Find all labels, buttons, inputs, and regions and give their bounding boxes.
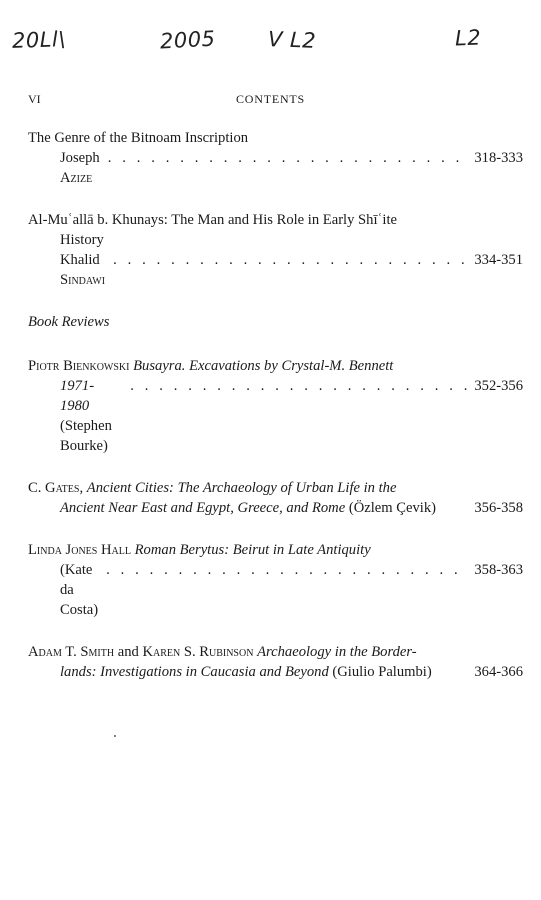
entry-author xyxy=(60,250,105,290)
entry-author-row xyxy=(28,250,523,290)
review-title-cont: Ancient Near East and Egypt, Greece, and Rome xyxy=(60,500,346,516)
review-title: Ancient Cities: The Archaeology of Urban Life in the xyxy=(86,480,397,496)
review-author: C. Gates, xyxy=(28,480,84,496)
review-pages: 364-366 xyxy=(474,664,523,680)
review-hall xyxy=(28,540,523,620)
review-line-1 xyxy=(28,642,523,662)
review-pages: 352-356 xyxy=(474,378,523,394)
reviewer: (Özlem Çevik) xyxy=(348,500,436,516)
entry-pages: 334-351 xyxy=(474,252,523,268)
running-title: CONTENTS xyxy=(235,92,306,106)
review-pages: 356-358 xyxy=(474,500,523,516)
review-detail xyxy=(60,376,122,456)
reviewer: (Kate da Costa) xyxy=(60,562,99,618)
review-line-1 xyxy=(28,540,523,560)
review-line-2 xyxy=(28,560,523,620)
review-title: Roman Berytus: Beirut in Late Antiquity xyxy=(134,542,371,558)
review-line-2 xyxy=(28,662,523,682)
review-line-1 xyxy=(28,356,523,376)
section-heading: Book Reviews xyxy=(28,314,110,330)
review-smith-rubinson xyxy=(28,642,523,682)
stray-mark xyxy=(114,735,116,737)
review-author: Linda Jones Hall xyxy=(28,542,131,558)
toc-entry-bitnoam xyxy=(28,128,523,188)
handwritten-note-1: 20Ll\ xyxy=(11,27,67,53)
dot-leader xyxy=(98,560,467,580)
review-bienkowski xyxy=(28,356,523,456)
review-author-2: Karen S. Rubinson xyxy=(142,644,254,660)
dot-leader xyxy=(105,250,467,270)
entry-title: Al-Muʿallā b. Khunays: The Man and His Role in Early Shīʿite xyxy=(28,212,397,228)
review-gates xyxy=(28,478,523,518)
review-title-cont: lands: Investigations in Caucasia and Beyond xyxy=(60,664,329,680)
review-title-cont: 1971-1980 xyxy=(60,378,95,414)
page-folio: VI xyxy=(28,92,41,106)
author-last-name: Azize xyxy=(60,170,93,186)
toc-entry-khunays xyxy=(28,210,523,290)
dot-leader xyxy=(122,376,467,396)
review-title: Archaeology in the Border- xyxy=(257,644,417,660)
running-head xyxy=(0,92,541,110)
review-detail xyxy=(60,498,436,518)
entry-pages: 318-333 xyxy=(474,150,523,166)
review-line-2 xyxy=(28,498,523,518)
entry-title-cont: History xyxy=(60,232,104,248)
dot-leader xyxy=(100,148,467,168)
entry-author xyxy=(60,148,100,188)
reviewer: (Giulio Palumbi) xyxy=(332,664,432,680)
reviewer: (Stephen Bourke) xyxy=(60,418,112,454)
review-author: Piotr Bienkowski xyxy=(28,358,130,374)
review-detail xyxy=(60,662,432,682)
review-pages: 358-363 xyxy=(474,562,523,578)
review-author-conj: and xyxy=(114,644,143,660)
review-author-1: Adam T. Smith xyxy=(28,644,115,660)
handwritten-note-2: 2005 xyxy=(159,26,217,54)
author-first-name: Joseph xyxy=(60,150,100,166)
review-line-2 xyxy=(28,376,523,456)
handwritten-note-3: V L2 xyxy=(267,27,317,53)
review-line-1 xyxy=(28,478,523,498)
author-last-name: Sindawi xyxy=(60,272,106,288)
table-of-contents xyxy=(28,128,523,704)
review-title: Busayra. Excavations by Crystal-M. Bennett xyxy=(133,358,394,374)
handwritten-note-4: L2 xyxy=(454,25,482,51)
entry-author-row xyxy=(28,148,523,188)
author-first-name: Khalid xyxy=(60,252,100,268)
entry-title: The Genre of the Bitnoam Inscription xyxy=(28,130,249,146)
